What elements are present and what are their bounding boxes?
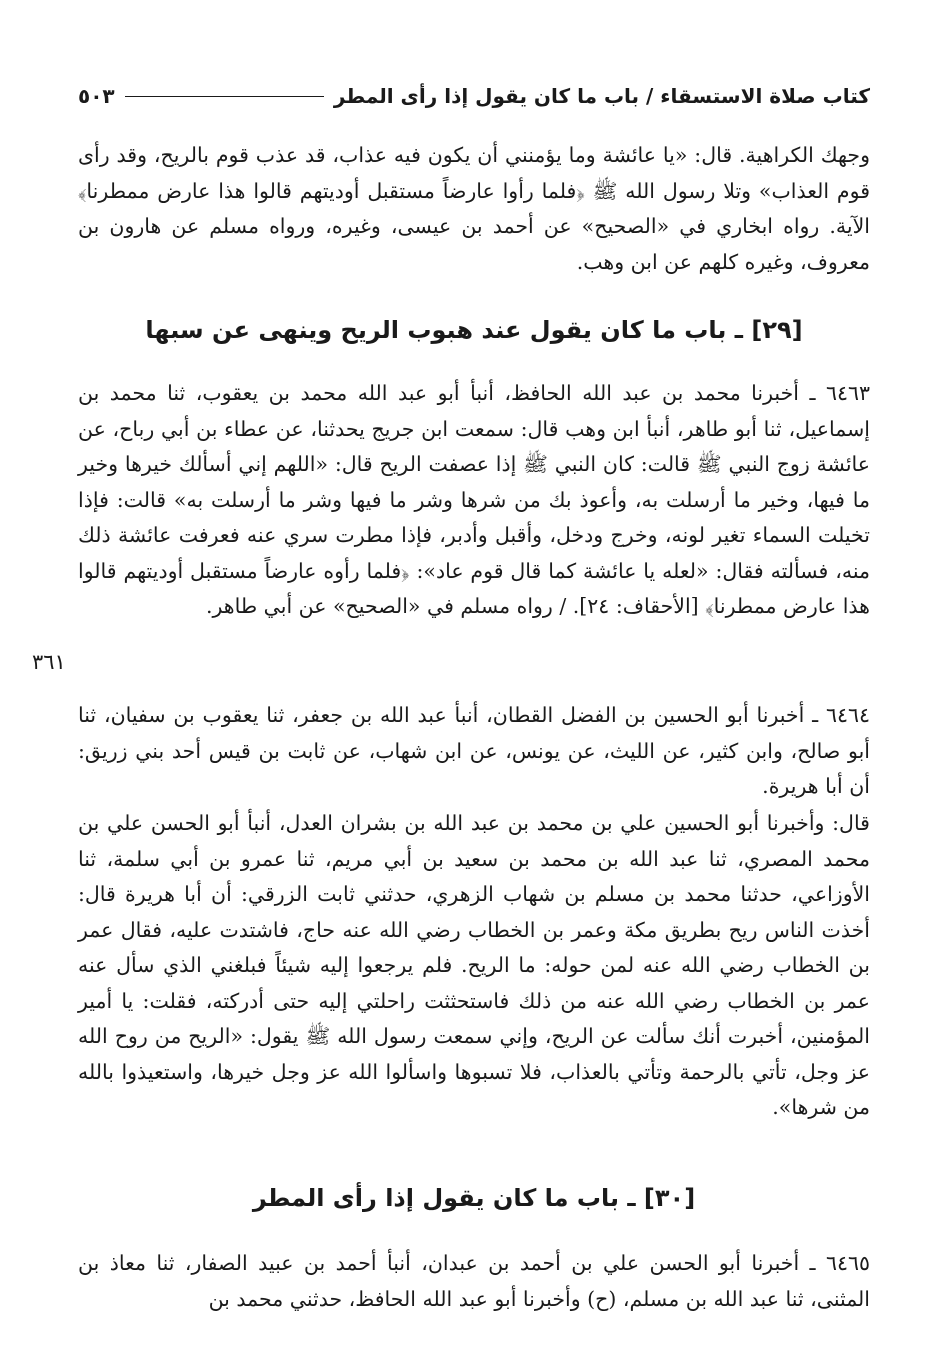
- chapter-heading-29: [٢٩] ـ باب ما كان يقول عند هبوب الريح وينهى عن سبها: [145, 316, 803, 344]
- running-header: [78, 78, 870, 114]
- hadith-6465: ٦٤٦٥ ـ أخبرنا أبو الحسن علي بن أحمد بن عبدان، أنبأ أحمد بن عبيد الصفار، ثنا معاذ بن المثنى، ثنا عبد الله بن مسلم، (ح) وأخبرنا أبو عبد الله الحافظ، حدثني محمد بن: [78, 1251, 870, 1311]
- hadith-6463: ٦٤٦٣ ـ أخبرنا محمد بن عبد الله الحافظ، أنبأ أبو عبد الله محمد بن يعقوب، ثنا محمد بن إسماعيل، ثنا أبو طاهر، أنبأ ابن وهب قال: سمعت ابن جريج يحدثنا، عن عطاء بن أبي رباح، عن عائشة زوج النبي ﷺ قالت: كان النبي ﷺ إذا عصفت الريح قال: «اللهم إني أسألك خيرها وخير ما فيها، وخير ما أرسلت به، وأعوذ بك من شرها وشر ما فيها وشر ما أرسلت به» قالت: فإذا تخيلت السماء تغير لونه، وخرج ودخل، وأقبل وأدبر، فإذا مطرت سري عنه فعرفت عائشة ذلك منه، فسألته فقال: «لعله يا عائشة كما قال قوم عاد»: ﴿فلما رأوه عارضاً مستقبل أوديتهم قالوا هذا عارض ممطرنا﴾ [الأحقاف: ٢٤]. / رواه مسلم في «الصحيح» عن أبي طاهر.: [78, 381, 870, 618]
- margin-page-reference: ٣٦١: [32, 650, 66, 674]
- header-rule: [125, 96, 324, 97]
- header-title: كتاب صلاة الاستسقاء / باب ما كان يقول إذا رأى المطر: [333, 84, 870, 108]
- hadith-6464-second-chain: قال: وأخبرنا أبو الحسين علي بن محمد بن عبد الله بن بشران العدل، أنبأ أبو الحسن علي بن محمد المصري، ثنا عبد الله بن محمد بن سعيد بن أبي مريم، ثنا عمرو بن أبي سلمة، ثنا الأوزاعي، حدثنا محمد بن مسلم بن شهاب الزهري، حدثني ثابت الزرقي: أن أبا هريرة قال: أخذت الناس ريح بطريق مكة وعمر بن الخطاب رضي الله عنه حاج، فاشتدت عليه، فقال عمر بن الخطاب رضي الله عنه لمن حوله: ما الريح. فلم يرجعوا إليه شيئاً فبلغني الذي سأل عنه عمر بن الخطاب رضي الله عنه من ذلك فاستحثثت راحلتي إليه حتى أدركته، فقلت: يا أمير المؤمنين، أخبرت أنك سألت عن الريح، وإني سمعت رسول الله ﷺ يقول: «الريح من روح الله عز وجل، تأتي بالرحمة وتأتي بالعذاب، فلا تسبوها واسألوا الله عز وجل خيرها، واستعيذوا بالله من شرها».: [78, 811, 870, 1119]
- chapter-heading-30: [٣٠] ـ باب ما كان يقول إذا رأى المطر: [252, 1184, 696, 1212]
- paragraph-continuation: وجهك الكراهية. قال: «يا عائشة وما يؤمنني أن يكون فيه عذاب، قد عذب قوم بالريح، وقد رأى قوم العذاب» وتلا رسول الله ﷺ ﴿فلما رأوا عارضاً مستقبل أوديتهم قالوا هذا عارض ممطرنا﴾ الآية. رواه ابخاري في «الصحيح» عن أحمد بن عيسى، وغيره، ورواه مسلم عن هارون بن معروف، وغيره كلهم عن ابن وهب.: [78, 143, 870, 274]
- page-number: ٥٠٣: [78, 84, 115, 108]
- hadith-6464: ٦٤٦٤ ـ أخبرنا أبو الحسين بن الفضل القطان، أنبأ عبد الله بن جعفر، ثنا يعقوب بن سفيان، ثنا أبو صالح، وابن كثير، عن الليث، عن يونس، عن ابن شهاب، عن ثابت بن قيس أحد بني زريق: أن أبا هريرة.: [78, 703, 870, 798]
- page-body: [78, 138, 870, 1317]
